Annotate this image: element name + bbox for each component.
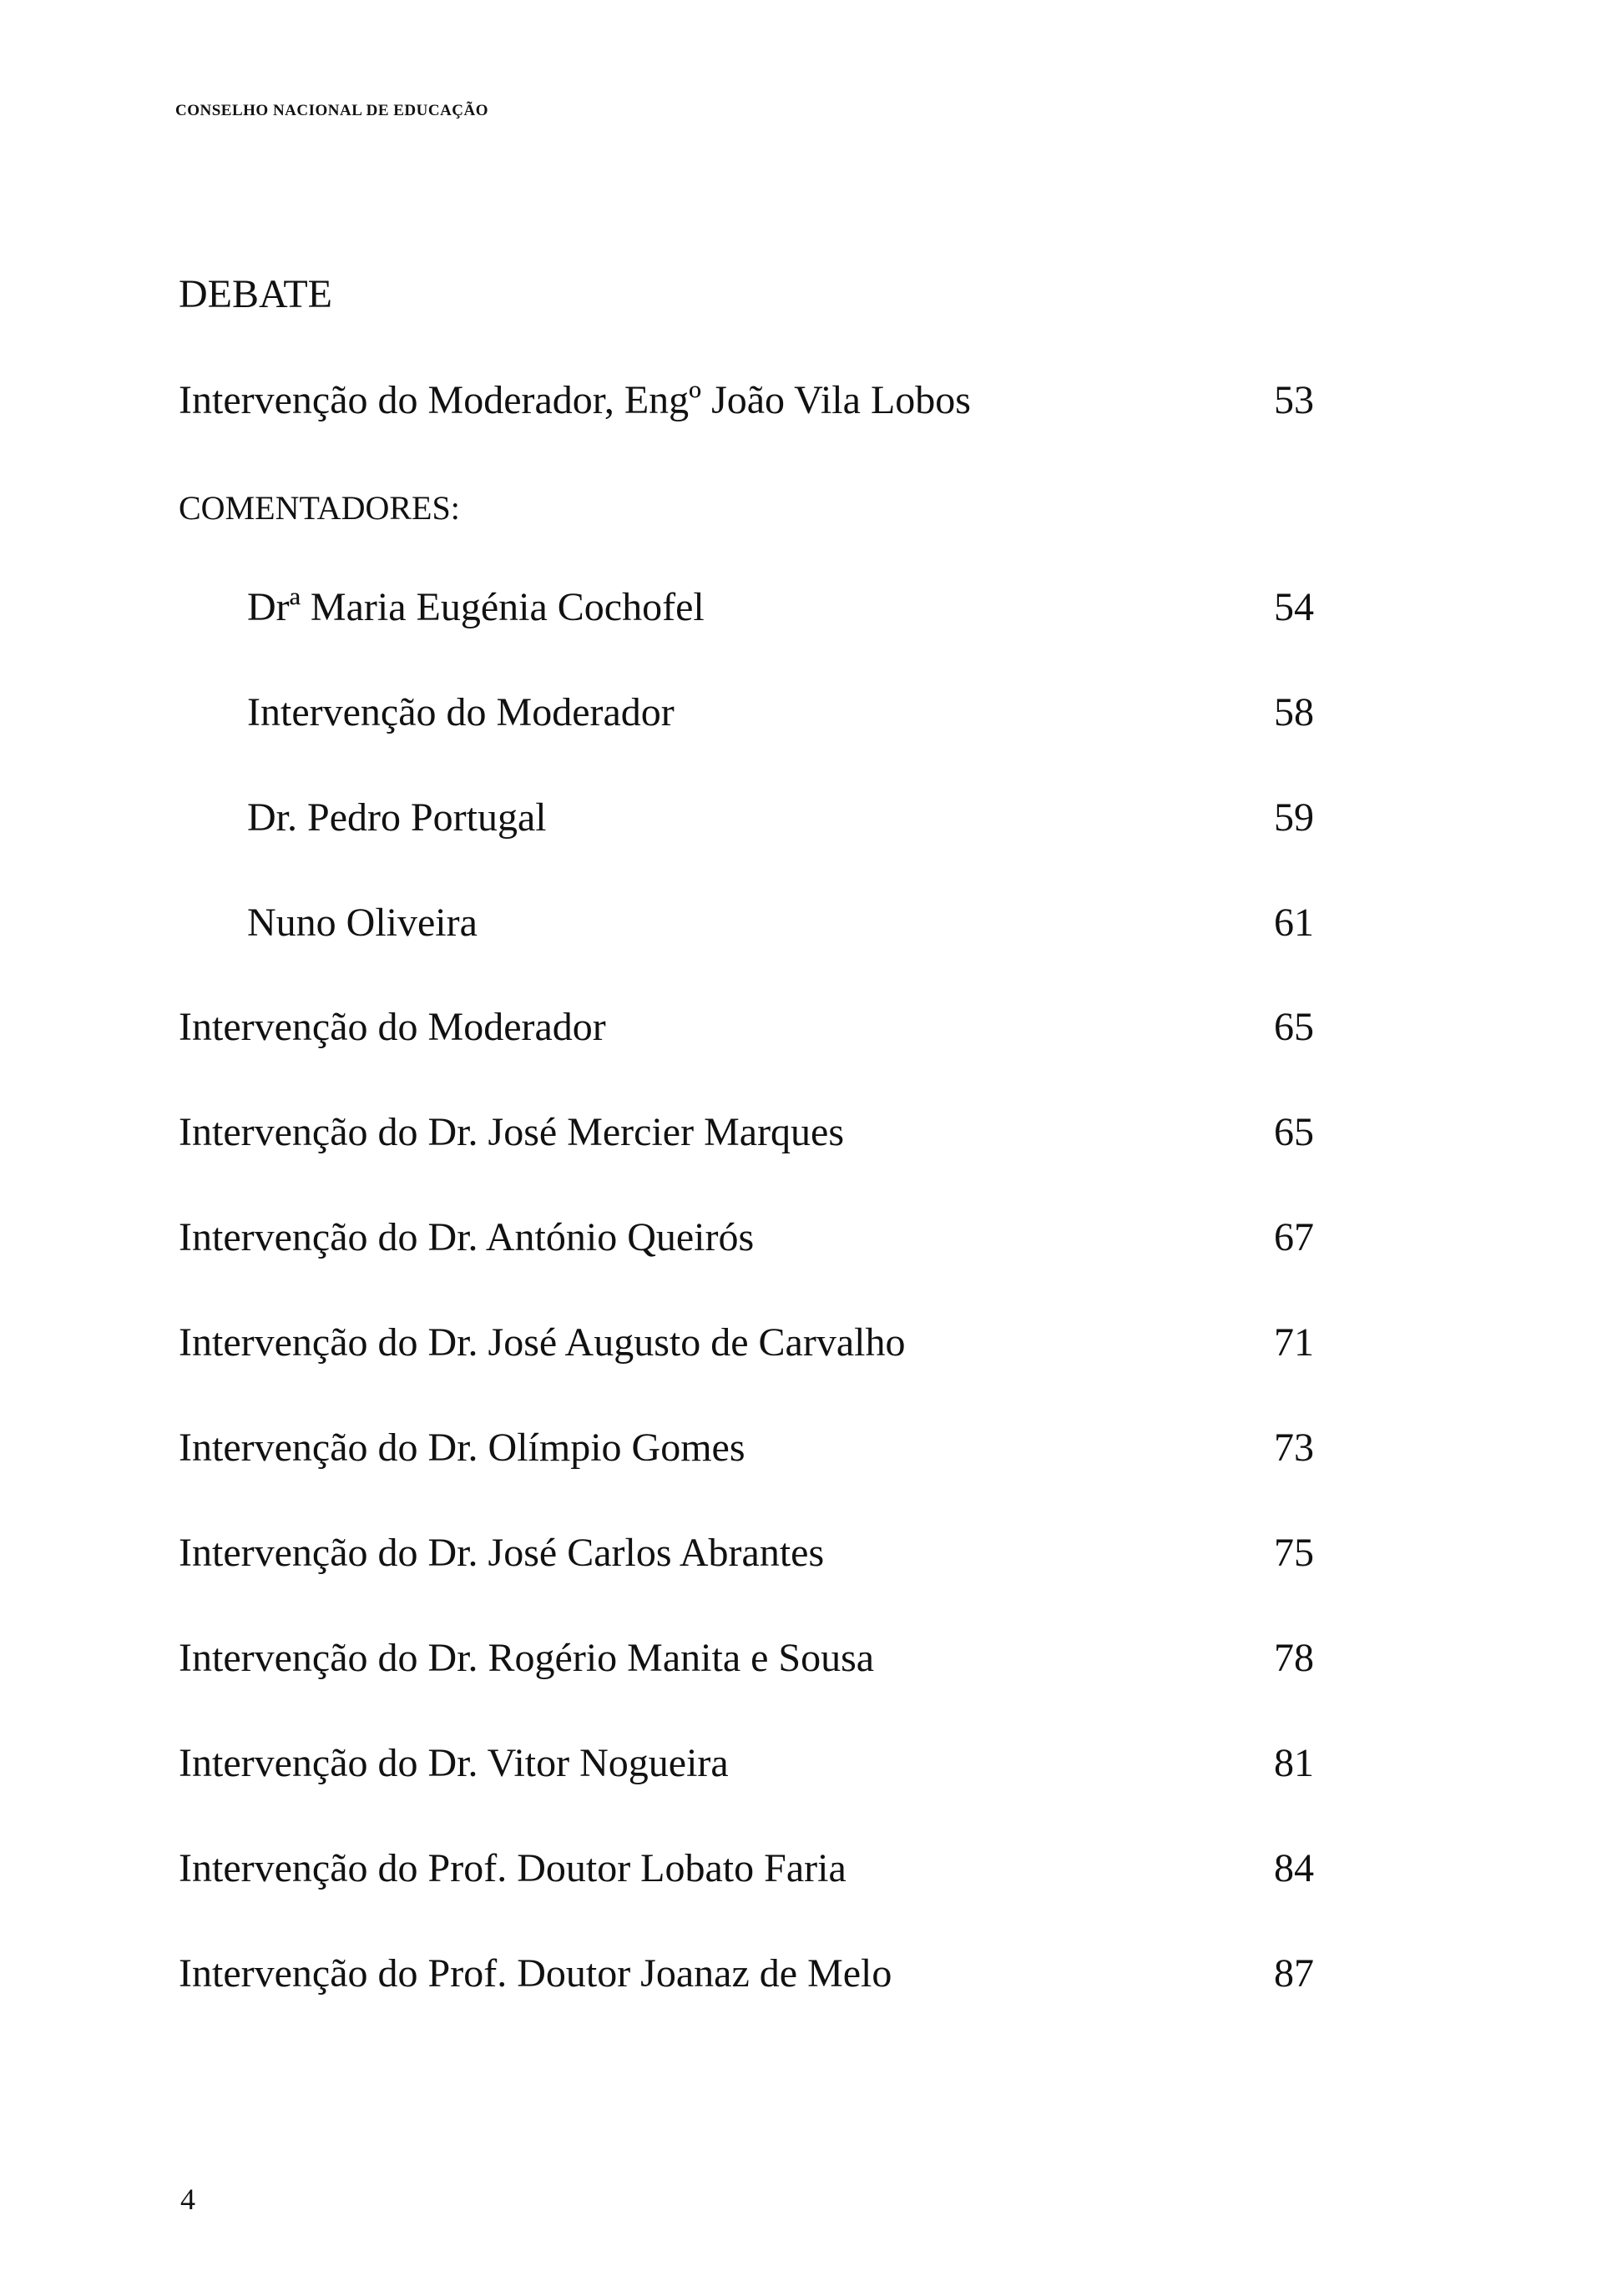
subsection-title: COMENTADORES: [179, 489, 460, 527]
toc-entry-title: Intervenção do Dr. Olímpio Gomes [179, 1426, 745, 1470]
toc-entry-page: 75 [1274, 1531, 1314, 1575]
toc-entry-title: Intervenção do Moderador [179, 1005, 606, 1049]
toc-entry-page: 58 [1274, 690, 1314, 734]
toc-entry-page: 71 [1274, 1320, 1314, 1365]
toc-entry [179, 1320, 1314, 1370]
toc-entry-page: 84 [1274, 1846, 1314, 1890]
toc-entry-page: 87 [1274, 1951, 1314, 1996]
page-number: 4 [180, 2182, 195, 2216]
toc-entry [179, 1425, 1314, 1475]
toc-entry [247, 689, 1314, 739]
toc-entry-page: 65 [1274, 1005, 1314, 1049]
toc-entry-title: Intervenção do Moderador [247, 690, 675, 734]
toc-entry-page: 67 [1274, 1215, 1314, 1259]
toc-entry-page: 65 [1274, 1110, 1314, 1154]
toc-entry-title: Intervenção do Dr. José Augusto de Carvalho [179, 1320, 906, 1365]
toc-entry [179, 1530, 1314, 1580]
toc-entry-title: Intervenção do Dr. José Mercier Marques [179, 1110, 845, 1154]
toc-entry [179, 1109, 1314, 1159]
toc-entry [247, 900, 1314, 950]
toc-entry-title: Dr. Pedro Portugal [247, 795, 547, 840]
toc-entry [247, 584, 1314, 634]
toc-entry [179, 377, 1314, 427]
toc-entry-page: 73 [1274, 1426, 1314, 1470]
toc-entry-title: Nuno Oliveira [247, 901, 478, 945]
toc-entry-page: 81 [1274, 1741, 1314, 1785]
toc-entry-title: Intervenção do Prof. Doutor Lobato Faria [179, 1846, 847, 1890]
toc-entry-page: 59 [1274, 795, 1314, 840]
running-header: CONSELHO NACIONAL DE EDUCAÇÃO [175, 102, 489, 119]
toc-entry-title: Intervenção do Prof. Doutor Joanaz de Melo [179, 1951, 892, 1996]
toc-entry [179, 1845, 1314, 1895]
toc-entry-page: 78 [1274, 1636, 1314, 1680]
toc-entry [179, 1740, 1314, 1790]
toc-entry [179, 1950, 1314, 2001]
toc-entry-title: Intervenção do Dr. Rogério Manita e Sousa [179, 1636, 875, 1680]
toc-entry-page: 54 [1274, 585, 1314, 629]
toc-entry [179, 1004, 1314, 1054]
toc-entry-title: Intervenção do Dr. Vitor Nogueira [179, 1741, 729, 1785]
toc-entry-title: Intervenção do Dr. José Carlos Abrantes [179, 1531, 825, 1575]
toc-entry-title: Drª Maria Eugénia Cochofel [247, 585, 705, 629]
section-title: DEBATE [179, 272, 332, 316]
toc-entry-title: Intervenção do Moderador, Engº João Vila Lobos [179, 378, 971, 422]
toc-entry-page: 61 [1274, 901, 1314, 945]
toc-entry [179, 1214, 1314, 1264]
toc-entry [247, 795, 1314, 845]
toc-entry [179, 1635, 1314, 1685]
toc-entry-page: 53 [1274, 378, 1314, 422]
toc-entry-title: Intervenção do Dr. António Queirós [179, 1215, 755, 1259]
